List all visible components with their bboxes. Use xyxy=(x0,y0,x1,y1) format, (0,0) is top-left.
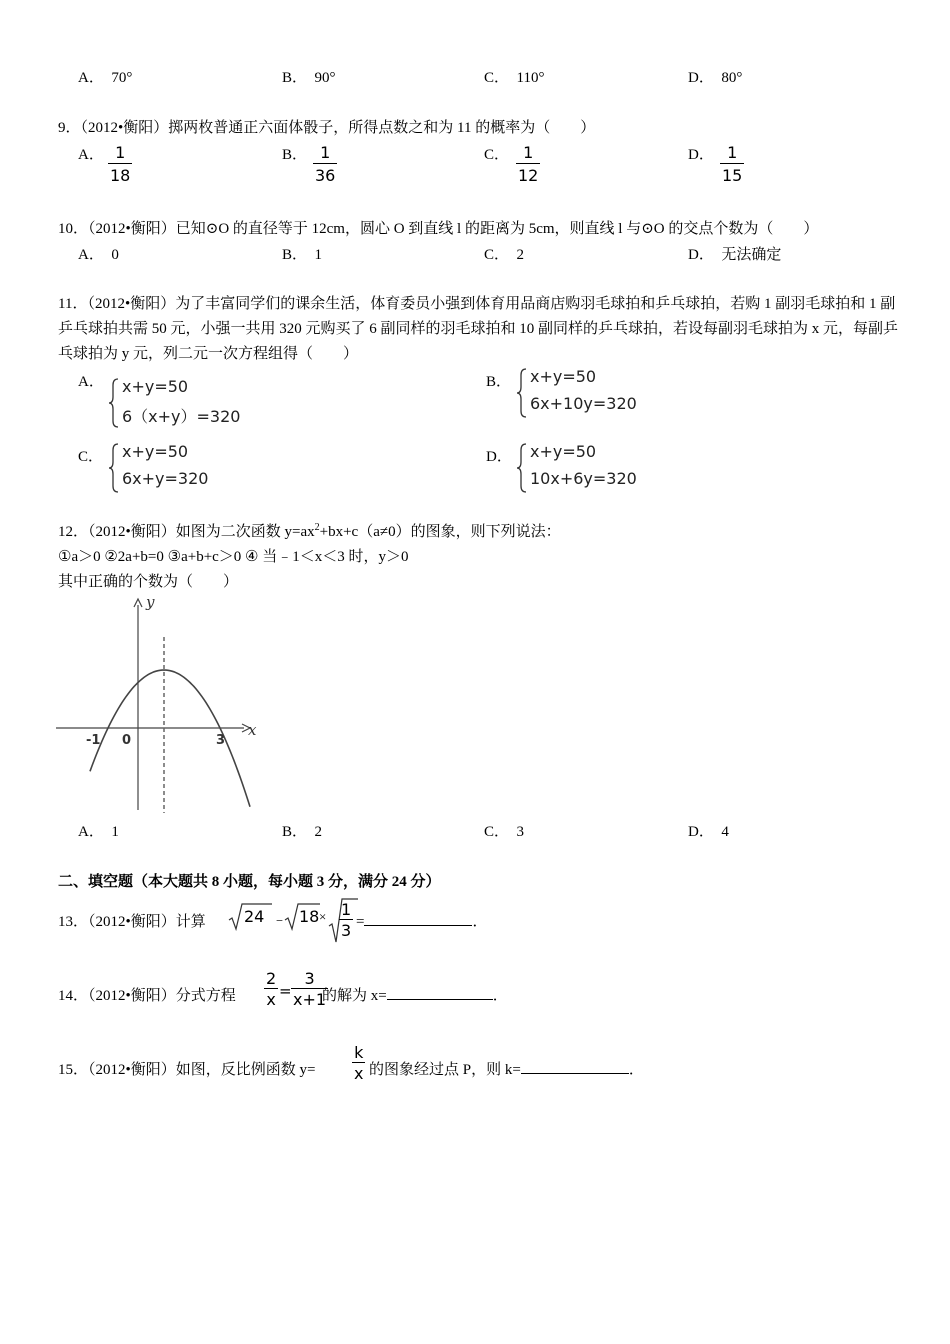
q13-answer: = ． xyxy=(356,910,487,931)
x-axis-label: x xyxy=(248,721,257,739)
q10-option-c: C． 2 xyxy=(484,247,525,263)
section-2-title: 二、填空题（本大题共 8 小题，每小题 3 分，满分 24 分） xyxy=(58,874,441,890)
q14 xyxy=(58,970,558,1016)
q15-answer: 的图象经过点 P，则 k= ． xyxy=(369,1058,644,1079)
left-root-label: -1 xyxy=(86,733,101,748)
q12-option-b: B． 2 xyxy=(282,824,323,840)
q14-answer: 的解为 x= ． xyxy=(322,984,508,1005)
q11-option-b-system xyxy=(516,367,656,421)
equation-1: x+y=50 xyxy=(530,367,597,386)
q13-radicand-2: 18 xyxy=(299,907,320,926)
q12-option-d: D． 4 xyxy=(688,824,729,840)
q8-option-d: D． 80° xyxy=(688,70,743,86)
right-root-label: 3 xyxy=(216,733,226,748)
q13-times: × xyxy=(319,909,327,924)
q11-option-c-system xyxy=(108,442,248,496)
equation-1: x+y=50 xyxy=(530,442,597,461)
q11-option-a-system xyxy=(108,377,248,431)
q10-option-d: D． 无法确定 xyxy=(688,247,782,263)
q8-option-c: C． 110° xyxy=(484,70,545,86)
equation-2: 6（x+y）=320 xyxy=(122,407,241,426)
brace-icon xyxy=(516,442,528,494)
q9-option-b-label: B． xyxy=(282,147,308,163)
q10-stem: 10．（2012•衡阳）已知⊙O 的直径等于 12cm，圆心 O 到直线 l 的距离为 5cm，则直线 l 与⊙O 的交点个数为（ ） xyxy=(58,221,819,237)
q14-fraction-2: 3 x+1 xyxy=(293,969,327,1009)
q14-prefix: 14．（2012•衡阳）分式方程 xyxy=(58,988,236,1004)
q12-option-a: A． 1 xyxy=(78,824,119,840)
q15 xyxy=(58,1044,678,1090)
equation-2: 10x+6y=320 xyxy=(530,469,637,488)
q14-fraction-1: 2 x xyxy=(266,969,277,1009)
brace-icon xyxy=(108,377,120,429)
equation-1: x+y=50 xyxy=(122,377,189,396)
answer-blank[interactable] xyxy=(521,1059,629,1074)
answer-blank[interactable] xyxy=(364,911,472,926)
q9-option-c-label: C． xyxy=(484,147,510,163)
q14-equals: = xyxy=(279,982,292,1000)
q8-option-a: A． 70° xyxy=(78,70,133,86)
q10-option-b: B． 1 xyxy=(282,247,323,263)
equation-2: 6x+10y=320 xyxy=(530,394,637,413)
q9-option-a-label: A． xyxy=(78,147,104,163)
q9-option-c-fraction: 1 12 xyxy=(518,143,539,185)
q9-option-d-fraction: 1 15 xyxy=(722,143,743,185)
brace-icon xyxy=(516,367,528,419)
q11-option-a-label: A． xyxy=(78,374,104,390)
q15-fraction: k x xyxy=(354,1043,364,1083)
q11-option-d-label: D． xyxy=(486,449,512,465)
y-axis-label: y xyxy=(146,595,155,611)
q9-stem: 9．（2012•衡阳）掷两枚普通正六面体骰子，所得点数之和为 11 的概率为（ ） xyxy=(58,120,596,136)
q11-option-c-label: C． xyxy=(78,449,104,465)
origin-label: 0 xyxy=(122,733,132,748)
q12-option-c: C． 3 xyxy=(484,824,525,840)
parabola-graph xyxy=(56,595,266,813)
equation-1: x+y=50 xyxy=(122,442,189,461)
q12-stem: 12．（2012•衡阳）如图为二次函数 $y=ax^2+bx+c(a\ne 0)$的图象，则下列说法： xyxy=(58,522,561,540)
q13-prefix: 13．（2012•衡阳）计算 xyxy=(58,914,206,930)
q12-statements: ①a＞0 ②2a+b=0 ③a+b+c＞0 ④ 当﹣1＜x＜3 时，y＞0 xyxy=(58,549,409,565)
q9-option-b-fraction: 1 36 xyxy=(315,143,336,185)
q15-prefix: 15．（2012•衡阳）如图，反比例函数 y= xyxy=(58,1062,316,1078)
q13 xyxy=(58,898,558,944)
equation-2: 6x+y=320 xyxy=(122,469,209,488)
q12-question: 其中正确的个数为（ ） xyxy=(58,574,239,590)
q13-fraction: 1 3 xyxy=(341,900,352,940)
brace-icon xyxy=(108,442,120,494)
q11-stem: 11．（2012•衡阳）为了丰富同学们的课余生活，体育委员小强到体育用品商店购羽毛球拍和乒乓球拍，若购 1 副羽毛球拍和 1 副乒乓球拍共需 50 元，小强一共用 320 元购买了 6 副同样的羽毛球拍和 10 副同样的乒乓球拍，若设每副羽毛球拍为 x 元，每副乒乓球拍为 y 元，列二元一次方程组得（ ） xyxy=(58,296,899,362)
parabola-curve xyxy=(90,670,250,807)
answer-blank[interactable] xyxy=(387,985,493,1000)
q11-option-d-system xyxy=(516,442,656,496)
q11-option-b-label: B． xyxy=(486,374,512,390)
q9-option-d-label: D． xyxy=(688,147,714,163)
q8-option-b: B． 90° xyxy=(282,70,336,86)
q13-minus: ﹣ xyxy=(272,912,288,928)
q10-option-a: A． 0 xyxy=(78,247,119,263)
q13-radicand-1: 24 xyxy=(244,907,265,926)
q9-option-a-fraction: 1 18 xyxy=(110,143,131,185)
